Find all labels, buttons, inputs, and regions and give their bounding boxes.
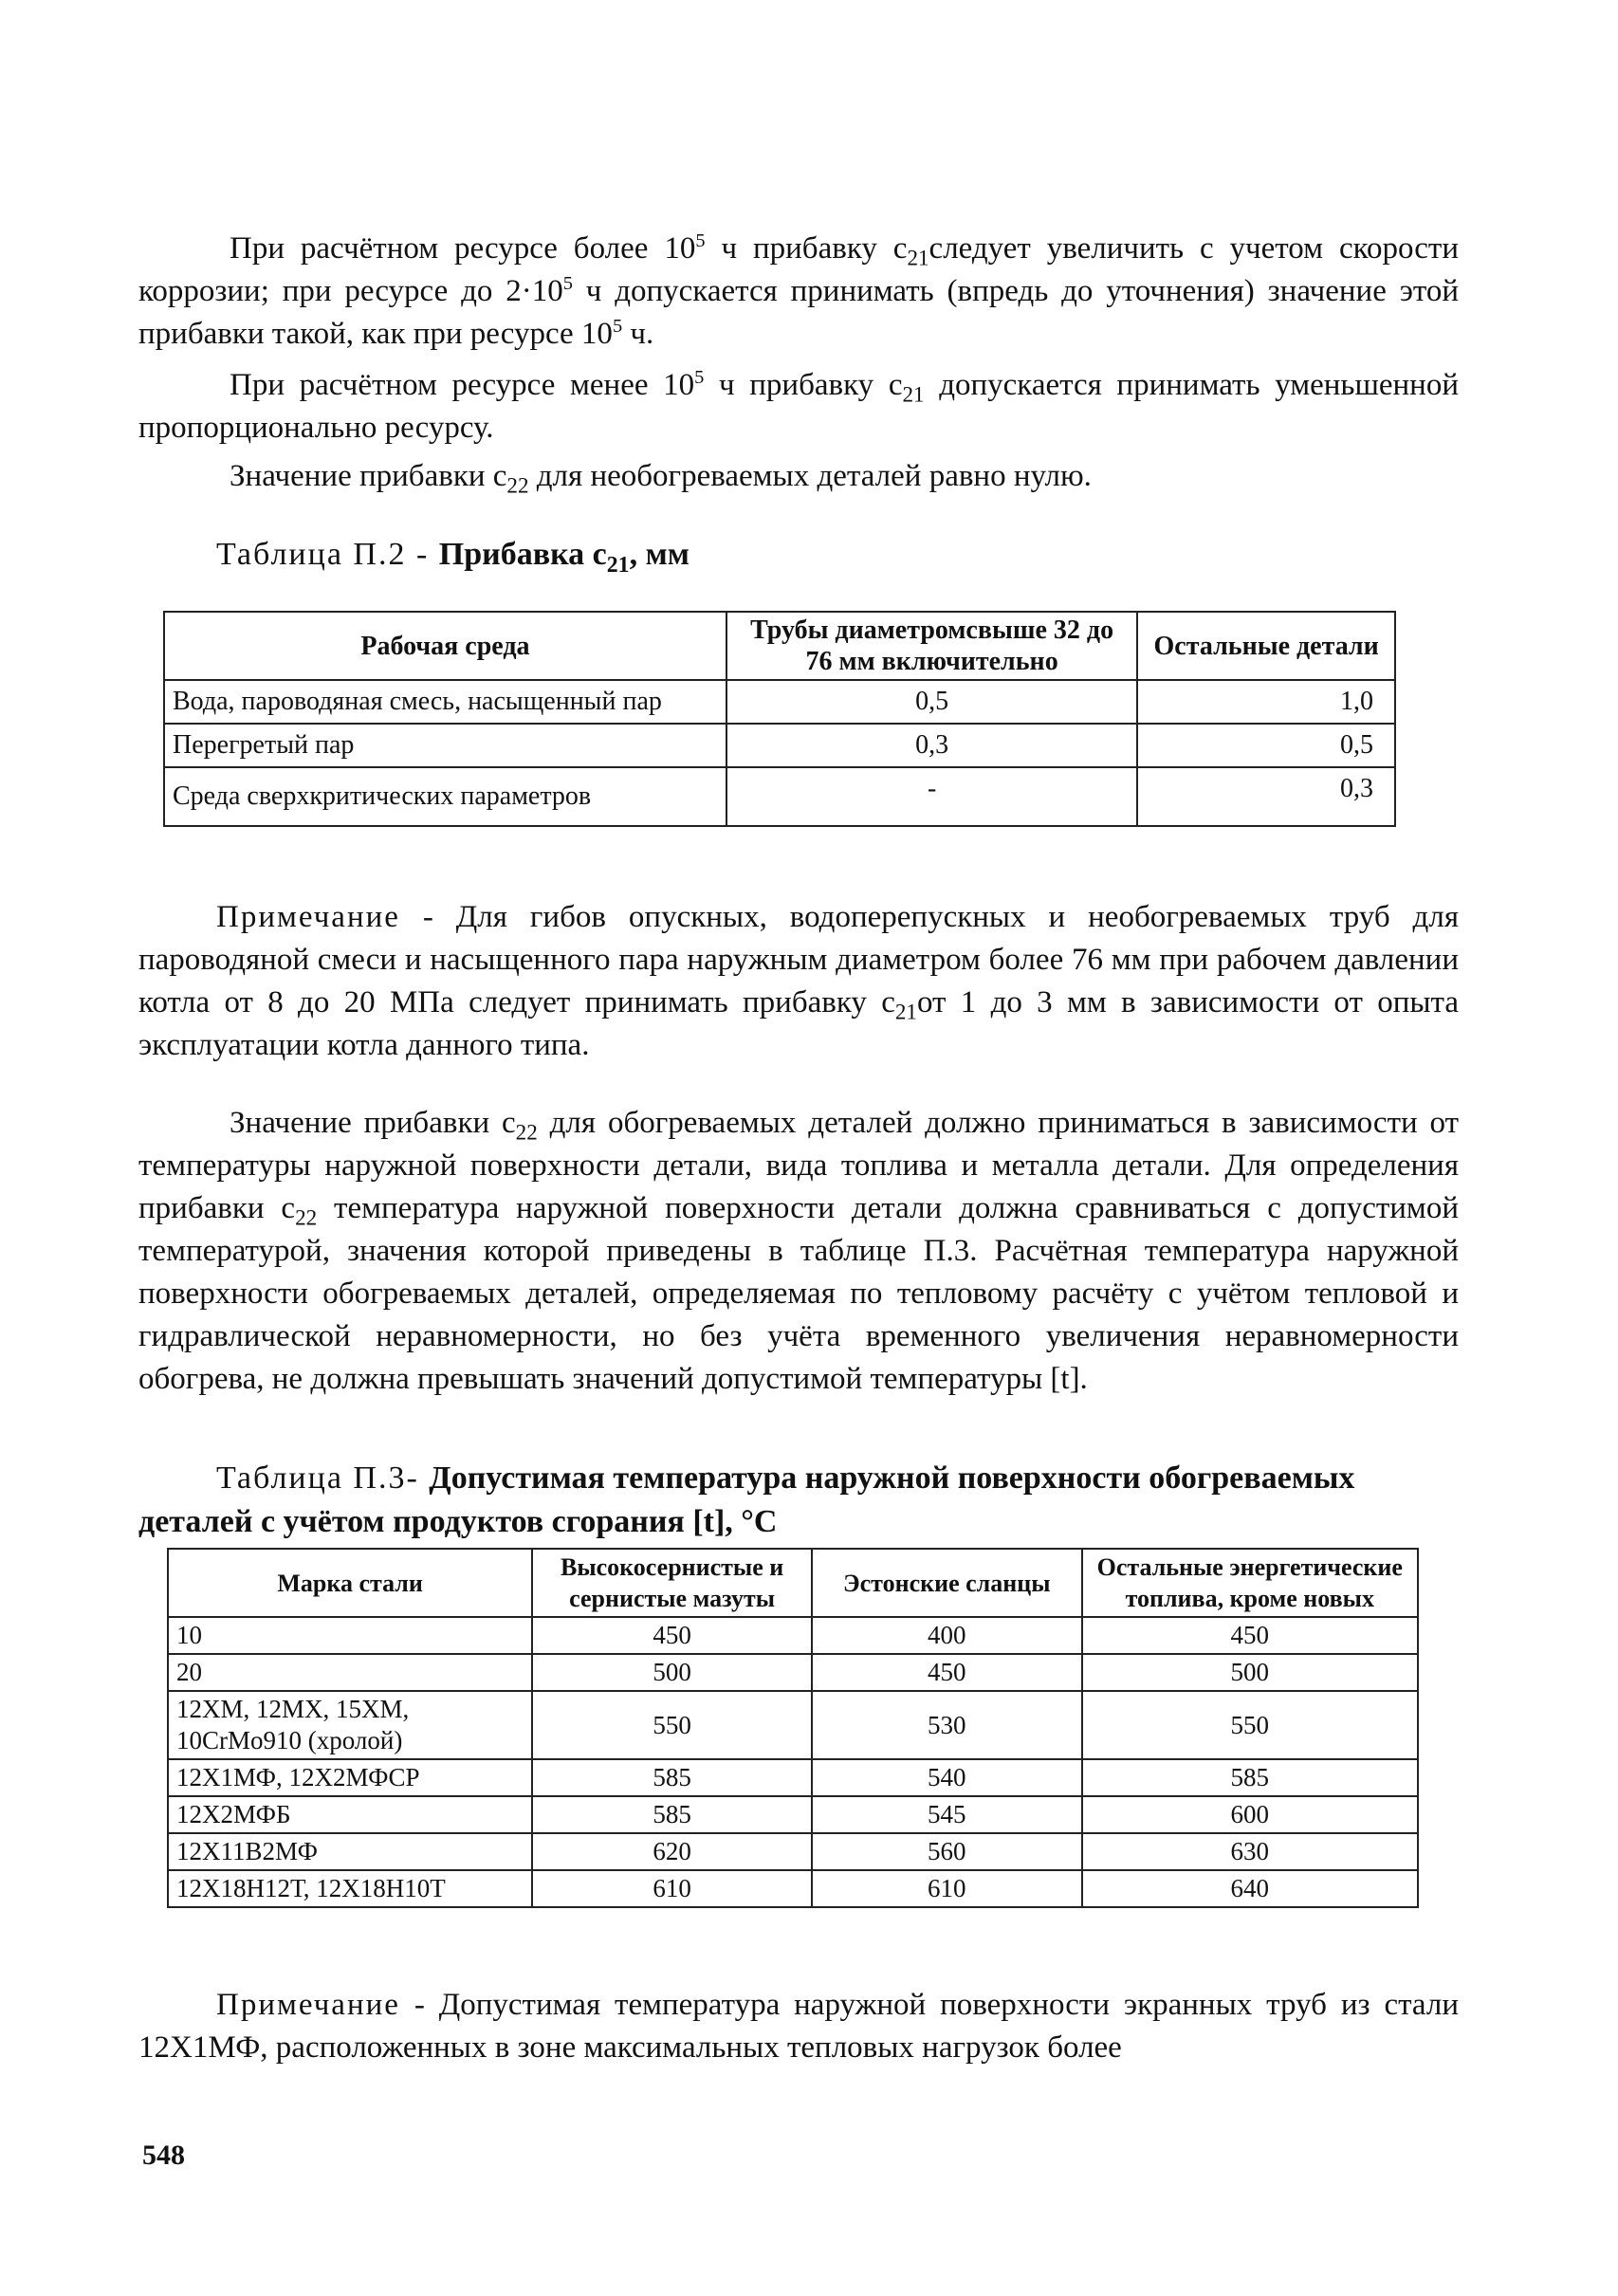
paragraph-heated-c22: Значение прибавки $с_{22}$ для обогреваемых деталей должно приниматься в зависимости от температуры наружной поверхности детали, вида топлива и металла детали. Для определения прибавки $с_{22}$ температура наружной поверхности детали должна сравниваться с допустимой температурой, значения которой приведены в таблице П.3. Расчётная температура наружной поверхности обогреваемых деталей, определяемая по тепловому расчёту с учётом тепловой и гидравлической неравномерности, но без учёта временного увеличения неравномерности обогрева, не должна превышать значений допустимой температуры [t]. [138,1106,1460,1396]
table-cell: 0,5 [1137,724,1395,767]
table-cell: Перегретый пар [164,724,726,767]
table3-caption: Таблица П.3- Допустимая температура наружной поверхности обогреваемых деталей с учётом продуктов сгорания [t], °С [138,1460,1355,1539]
table-row [168,1870,1418,1907]
note-bends: Примечание - Для гибов опускных, водоперепускных и необогреваемых труб для пароводяной смеси и насыщенного пара наружным диаметром более 76 мм при рабочем давлении котла от 8 до 20 МПа следует принимать прибавку $с_{21}от$ 1 до 3 мм в зависимости от опыта эксплуатации котла данного типа. [138,900,1460,1062]
table-cell: 585 [1082,1759,1418,1796]
table-cell: Вода, пароводяная смесь, насыщенный пар [164,680,726,724]
table-cell: 10 [168,1617,532,1654]
paragraph-unheated-c22: Значение прибавки $с_{22}$ для необогреваемых деталей равно нулю. [230,459,1092,498]
table-cell: 585 [532,1759,812,1796]
table-row [164,767,1395,826]
table3-header-cell: Остальные энергетические топлива, кроме новых [1082,1549,1418,1617]
table-cell: 540 [812,1759,1082,1796]
table-cell: Среда сверхкритических параметров [164,767,726,826]
table-cell: 400 [812,1617,1082,1654]
table-cell: 450 [812,1654,1082,1691]
table-cell: 630 [1082,1833,1418,1870]
table-cell: 550 [532,1691,812,1759]
table-cell: 0,5 [726,680,1137,724]
table-cell: 610 [812,1870,1082,1907]
table3-header-cell: Марка стали [168,1549,532,1617]
table-row [168,1654,1418,1691]
table2-header-cell: Трубы диаметромсвыше 32 до 76 мм включительно [726,612,1137,680]
table-cell: 0,3 [1137,767,1395,826]
table3-allowed-temperature [167,1548,1419,1908]
table-cell: 1,0 [1137,680,1395,724]
table-cell: 12ХМ, 12МХ, 15ХМ, 10CrMo910 (хролой) [168,1691,532,1759]
table-cell: 560 [812,1833,1082,1870]
table3-header-cell: Высокосернистые и сернистые мазуты [532,1549,812,1617]
table-cell: 640 [1082,1870,1418,1907]
table2-caption: Таблица П.2 - Прибавка $с_{21}$, мм [216,537,689,578]
table3-header-row [168,1549,1418,1617]
table2-header-cell: Рабочая среда [164,612,726,680]
table-cell: 12Х1МФ, 12Х2МФСР [168,1759,532,1796]
table2-allowance-c21 [163,611,1396,827]
table-cell: 530 [812,1691,1082,1759]
table-row [168,1759,1418,1796]
table-row [168,1796,1418,1833]
table-row [168,1691,1418,1759]
table-cell: 620 [532,1833,812,1870]
table-cell: 450 [532,1617,812,1654]
table-row [164,680,1395,724]
table-cell: 450 [1082,1617,1418,1654]
table2-header-row [164,612,1395,680]
table-cell: 610 [532,1870,812,1907]
table2-header-cell: Остальные детали [1137,612,1395,680]
table-cell: - [726,767,1137,826]
table-row [164,724,1395,767]
paragraph-resource-over: При расчётном ресурсе более $10^5$ ч прибавку $с_{21}следует$ увеличить с учетом скорости коррозии; при ресурсе до $2\cdot 10^5$ ч допускается принимать (впредь до уточнения) значение этой прибавки такой, как при ресурсе $10^5$ ч. [138,230,1460,351]
table-cell: 500 [532,1654,812,1691]
note-label: Примечание [216,900,400,934]
table-cell: 585 [532,1796,812,1833]
table-cell: 20 [168,1654,532,1691]
note-label: Примечание [216,1988,400,2022]
table-row [168,1833,1418,1870]
table-cell: 545 [812,1796,1082,1833]
table3-header-cell: Эстонские сланцы [812,1549,1082,1617]
note-screen-tubes: Примечание - Допустимая температура наружной поверхности экранных труб из стали 12Х1МФ, расположенных в зоне максимальных тепловых нагрузок более [138,1988,1459,2065]
table-row [168,1617,1418,1654]
table-cell: 12Х18Н12Т, 12Х18Н10Т [168,1870,532,1907]
table-cell: 550 [1082,1691,1418,1759]
page-number: 548 [142,2140,185,2171]
paragraph-resource-under: При расчётном ресурсе менее $10^5$ ч прибавку $с_{21}$ допускается принимать уменьшенной пропорционально ресурсу. [138,367,1459,445]
table-cell: 500 [1082,1654,1418,1691]
table-cell: 12Х2МФБ [168,1796,532,1833]
table-cell: 0,3 [726,724,1137,767]
table-cell: 600 [1082,1796,1418,1833]
table-cell: 12Х11В2МФ [168,1833,532,1870]
